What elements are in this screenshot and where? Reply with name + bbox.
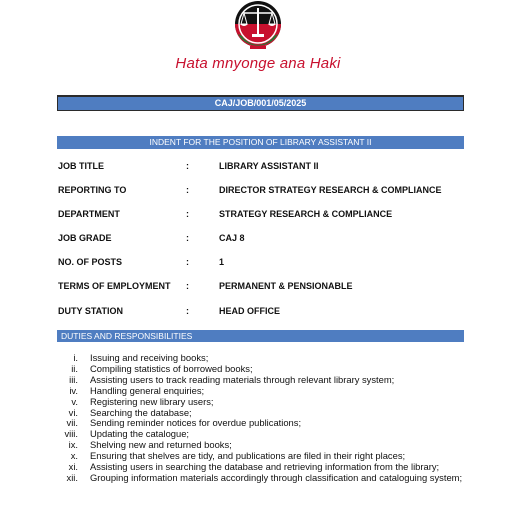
duty-text: Sending reminder notices for overdue publications; — [90, 417, 302, 429]
field-separator: : — [186, 281, 189, 291]
field-value: PERMANENT & PENSIONABLE — [219, 281, 353, 291]
duty-text: Registering new library users; — [90, 395, 214, 407]
duty-number: vii. — [66, 417, 78, 429]
duty-text: Assisting users in searching the database and retrieving information from the library; — [90, 461, 440, 473]
duty-number: x. — [70, 450, 78, 462]
duties-list — [58, 353, 468, 484]
duty-number: i. — [73, 352, 78, 363]
field-separator: : — [186, 185, 189, 195]
field-value: DIRECTOR STRATEGY RESEARCH & COMPLIANCE — [219, 185, 442, 195]
field-value: CAJ 8 — [219, 233, 245, 243]
duty-text: Grouping information materials accordingly through classification and cataloguing system; — [90, 471, 463, 483]
field-value: HEAD OFFICE — [219, 306, 281, 316]
duties-heading: DUTIES AND RESPONSIBILITIES — [57, 330, 464, 342]
duty-number: iv. — [69, 384, 78, 396]
field-label: DUTY STATION — [58, 306, 123, 316]
indent-heading: INDENT FOR THE POSITION OF LIBRARY ASSISTANT II — [57, 136, 464, 149]
duty-number: ii. — [71, 362, 78, 374]
duty-text: Handling general enquiries; — [90, 384, 205, 396]
duty-text: Compiling statistics of borrowed books; — [90, 362, 253, 374]
motto: Hata mnyonge ana Haki — [175, 55, 341, 72]
duty-item — [58, 473, 468, 484]
duty-number: xi. — [68, 461, 78, 473]
field-value: 1 — [219, 257, 225, 267]
field-label: JOB TITLE — [58, 161, 105, 171]
field-separator: : — [186, 306, 189, 316]
duty-number: iii. — [69, 373, 78, 385]
duty-text: Searching the database; — [90, 406, 192, 418]
field-separator: : — [186, 257, 189, 267]
field-label: REPORTING TO — [58, 185, 127, 195]
field-separator: : — [186, 233, 189, 243]
scales-of-justice-emblem — [228, 0, 288, 52]
duty-text: Shelving new and returned books; — [90, 439, 232, 451]
reference-number: CAJ/JOB/001/05/2025 — [57, 95, 464, 111]
duty-number: ix. — [68, 439, 78, 451]
field-separator: : — [186, 209, 189, 219]
duty-text: Ensuring that shelves are tidy, and publications are filed in their right places; — [90, 450, 406, 462]
duty-number: vi. — [68, 406, 78, 418]
field-label: TERMS OF EMPLOYMENT — [58, 281, 171, 291]
duty-number: viii. — [64, 428, 78, 440]
duty-number: xii. — [66, 471, 78, 483]
field-value: STRATEGY RESEARCH & COMPLIANCE — [219, 209, 393, 219]
field-label: NO. OF POSTS — [58, 257, 123, 267]
duty-number: v. — [71, 395, 78, 407]
field-label: DEPARTMENT — [58, 209, 120, 219]
field-value: LIBRARY ASSISTANT II — [219, 161, 319, 171]
duty-text: Issuing and receiving books; — [90, 352, 209, 363]
duty-text: Updating the catalogue; — [90, 428, 190, 440]
field-label: JOB GRADE — [58, 233, 112, 243]
field-separator: : — [186, 161, 189, 171]
duty-text: Assisting users to track reading materials through relevant library system; — [90, 373, 395, 385]
